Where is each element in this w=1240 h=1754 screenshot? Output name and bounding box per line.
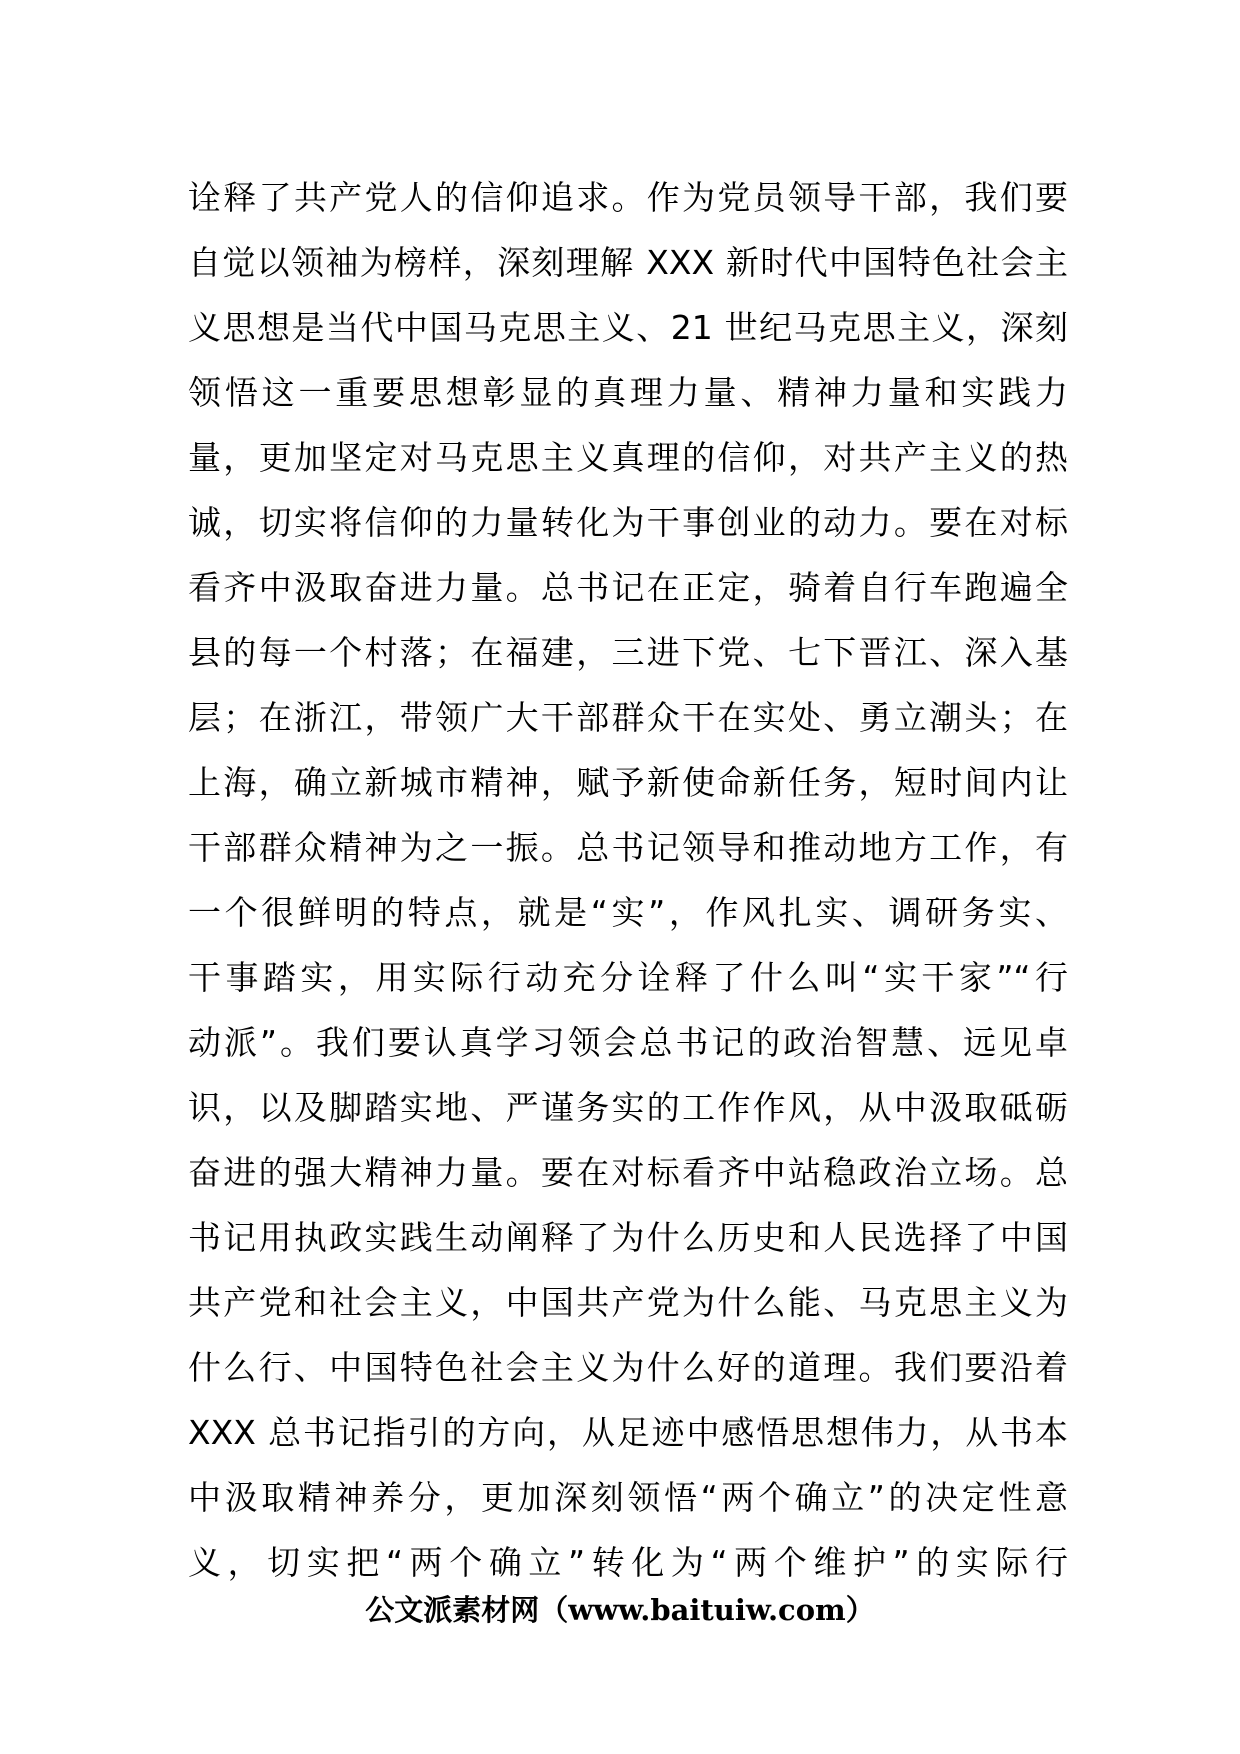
text-line: 上海，确立新城市精神，赋予新使命新任务，短时间内让 (188, 763, 1068, 802)
text-line: 看齐中汲取奋进力量。总书记在正定，骑着自行车跑遍全 (188, 568, 1068, 607)
text-line: 义，切实把“两个确立”转化为“两个维护”的实际行 (188, 1543, 1068, 1582)
text-line: 诠释了共产党人的信仰追求。作为党员领导干部，我们要 (188, 178, 1068, 217)
text-line: 识，以及脚踏实地、严谨务实的工作作风，从中汲取砥砺 (188, 1088, 1068, 1127)
text-line: 自觉以领袖为榜样，深刻理解 XXX 新时代中国特色社会主 (188, 243, 1068, 282)
text-line: 干事踏实，用实际行动充分诠释了什么叫“实干家”“行 (188, 958, 1068, 997)
text-line: 共产党和社会主义，中国共产党为什么能、马克思主义为 (188, 1283, 1068, 1322)
text-line: 书记用执政实践生动阐释了为什么历史和人民选择了中国 (188, 1218, 1068, 1257)
footer-source: 公文派素材网（www.baituiw.com） (365, 1593, 875, 1627)
text-line: 动派”。我们要认真学习领会总书记的政治智慧、远见卓 (188, 1023, 1068, 1062)
text-line: 诚，切实将信仰的力量转化为干事创业的动力。要在对标 (188, 503, 1068, 542)
text-line: 什么行、中国特色社会主义为什么好的道理。我们要沿着 (188, 1348, 1068, 1387)
text-line: 干部群众精神为之一振。总书记领导和推动地方工作，有 (188, 828, 1068, 867)
text-line: 县的每一个村落；在福建，三进下党、七下晋江、深入基 (188, 633, 1068, 672)
text-line: 层；在浙江，带领广大干部群众干在实处、勇立潮头；在 (188, 698, 1068, 737)
text-line: 量，更加坚定对马克思主义真理的信仰，对共产主义的热 (188, 438, 1068, 477)
text-line: 领悟这一重要思想彰显的真理力量、精神力量和实践力 (188, 373, 1068, 412)
body-text (188, 165, 1068, 1595)
text-line: 奋进的强大精神力量。要在对标看齐中站稳政治立场。总 (188, 1153, 1068, 1192)
text-line: 一个很鲜明的特点，就是“实”，作风扎实、调研务实、 (188, 893, 1068, 932)
text-line: XXX 总书记指引的方向，从足迹中感悟思想伟力，从书本 (188, 1413, 1068, 1452)
text-line: 中汲取精神养分，更加深刻领悟“两个确立”的决定性意 (188, 1478, 1068, 1517)
text-line: 义思想是当代中国马克思主义、21 世纪马克思主义，深刻 (188, 308, 1068, 347)
